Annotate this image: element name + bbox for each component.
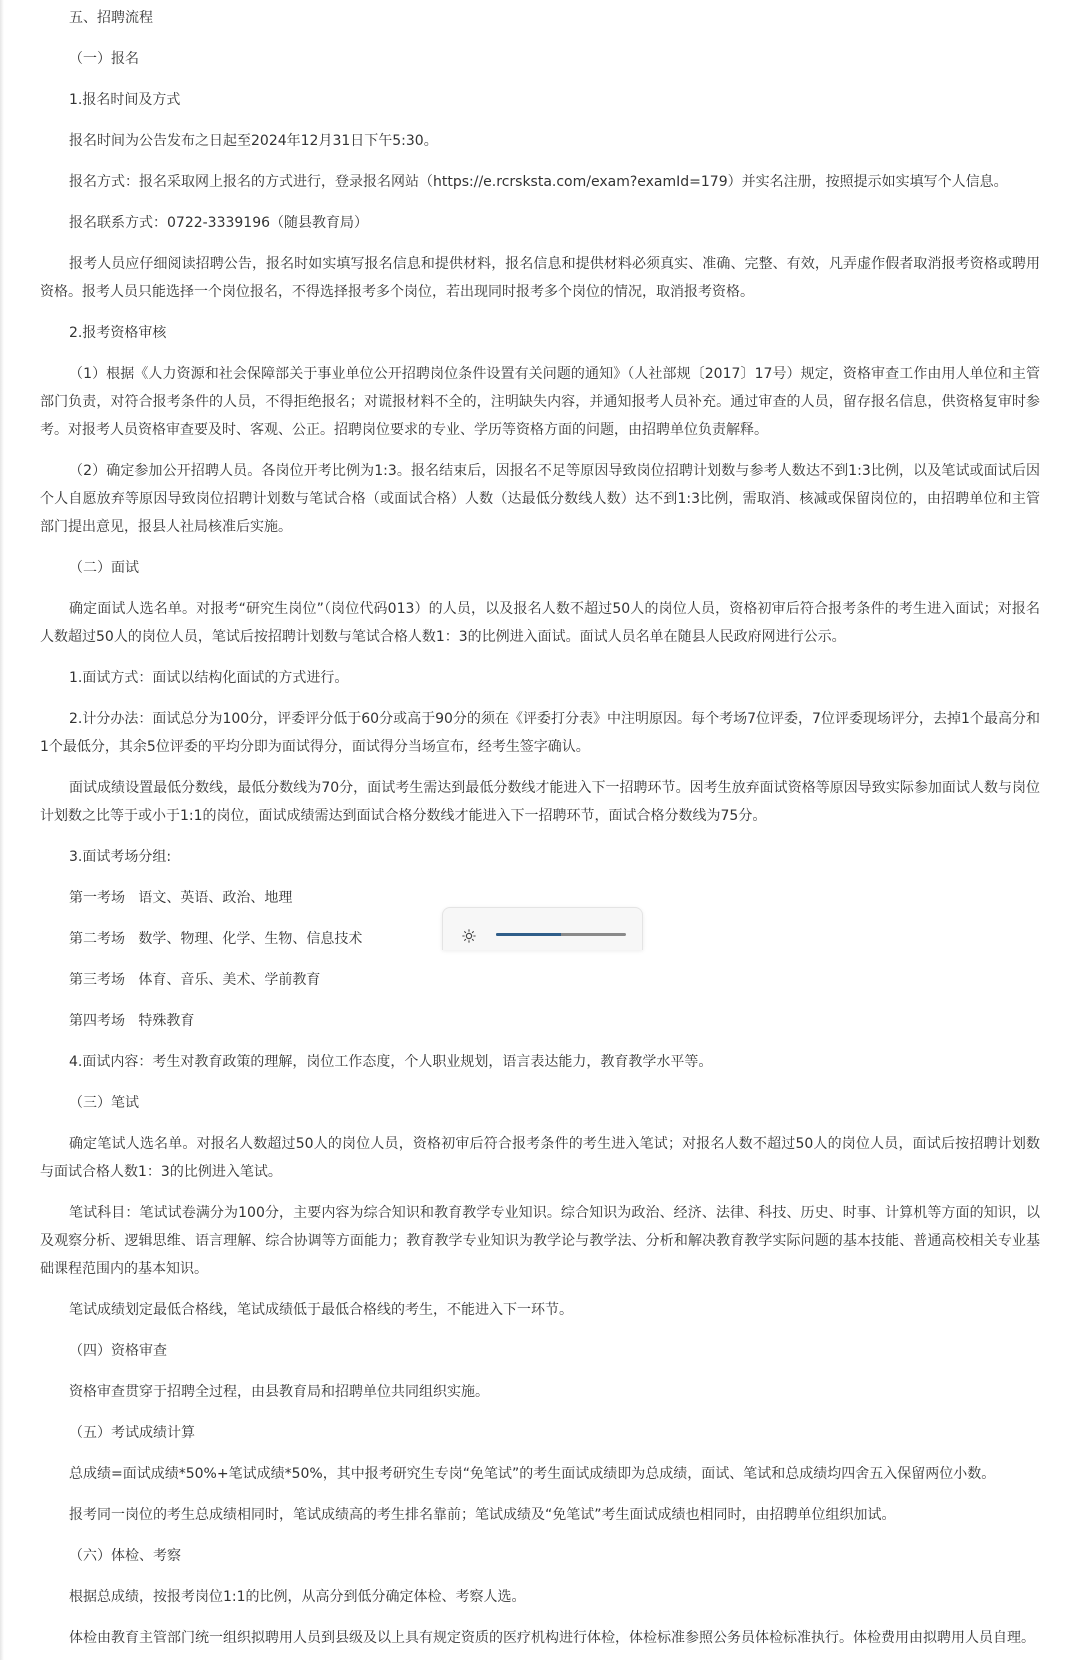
subsection-heading: （五）考试成绩计算: [69, 1425, 195, 1441]
brightness-flyout: [442, 907, 643, 950]
paragraph: 确定笔试人选名单。对报名人数超过50人的岗位人员，资格初审后符合报考条件的考生进入笔试；对报名人数不超过50人的岗位人员，面试后按招聘计划数与面试合格人数1：3的比例进入笔试。: [40, 1136, 1040, 1180]
paragraph: 面试成绩设置最低分数线，最低分数线为70分，面试考生需达到最低分数线才能进入下一招聘环节。因考生放弃面试资格等原因导致实际参加面试人数与岗位计划数之比等于或小于1:1的岗位，面试成绩需达到面试合格分数线才能进入下一招聘环节，面试合格分数线为75分。: [40, 780, 1040, 824]
brightness-slider[interactable]: [496, 933, 626, 936]
item-heading: 3.面试考场分组:: [69, 849, 172, 865]
exam-room-group: 第二考场 数学、物理、化学、生物、信息技术: [69, 931, 363, 947]
subsection-heading: （二）面试: [69, 560, 139, 576]
exam-room-group: 第三考场 体育、音乐、美术、学前教育: [69, 972, 321, 988]
item-heading: 2.报考资格审核: [69, 325, 167, 341]
paragraph: 报名联系方式：0722-3339196（随县教育局）: [69, 215, 369, 231]
paragraph: 报名时间为公告发布之日起至2024年12月31日下午5:30。: [69, 133, 438, 149]
paragraph: 报考人员应仔细阅读招聘公告，报名时如实填写报名信息和提供材料，报名信息和提供材料必须真实、准确、完整、有效，凡弄虚作假者取消报考资格或聘用资格。报考人员只能选择一个岗位报名，不得选择报考多个岗位，若出现同时报考多个岗位的情况，取消报考资格。: [40, 256, 1040, 300]
exam-room-group: 第一考场 语文、英语、政治、地理: [69, 890, 293, 906]
exam-room-group: 第四考场 特殊教育: [69, 1013, 195, 1029]
paragraph: 根据总成绩，按报考岗位1:1的比例，从高分到低分确定体检、考察人选。: [69, 1589, 526, 1605]
paragraph: 2.计分办法：面试总分为100分，评委评分低于60分或高于90分的须在《评委打分表》中注明原因。每个考场7位评委，7位评委现场评分，去掉1个最高分和1个最低分，其余5位评委的平均分即为面试得分，面试得分当场宣布，经考生签字确认。: [40, 711, 1040, 755]
paragraph: 笔试成绩划定最低合格线，笔试成绩低于最低合格线的考生，不能进入下一环节。: [69, 1302, 573, 1318]
section-heading: 五、招聘流程: [69, 10, 153, 26]
paragraph: 报名方式：报名采取网上报名的方式进行，登录报名网站（https://e.rcrsksta.com/exam?examId=179）并实名注册，按照提示如实填写个人信息。: [69, 174, 1008, 190]
article-body: [40, 4, 1040, 1665]
paragraph: 报考同一岗位的考生总成绩相同时，笔试成绩高的考生排名靠前；笔试成绩及“免笔试”考生面试成绩也相同时，由招聘单位组织加试。: [69, 1507, 896, 1523]
brightness-slider-fill: [496, 933, 561, 936]
paragraph: 总成绩=面试成绩*50%+笔试成绩*50%，其中报考研究生专岗“免笔试”的考生面试成绩即为总成绩，面试、笔试和总成绩均四舍五入保留两位小数。: [69, 1466, 996, 1482]
paragraph: （2）确定参加公开招聘人员。各岗位开考比例为1:3。报名结束后，因报名不足等原因导致岗位招聘计划数与参考人数达不到1:3比例，以及笔试或面试后因个人自愿放弃等原因导致岗位招聘计划数与笔试合格（或面试合格）人数（达最低分数线人数）达不到1:3比例，需取消、核减或保留岗位的，由招聘单位和主管部门提出意见，报县人社局核准后实施。: [40, 463, 1040, 535]
paragraph: 资格审查贯穿于招聘全过程，由县教育局和招聘单位共同组织实施。: [69, 1384, 489, 1400]
paragraph: （1）根据《人力资源和社会保障部关于事业单位公开招聘岗位条件设置有关问题的通知》（人社部规〔2017〕17号）规定，资格审查工作由用人单位和主管部门负责，对符合报考条件的人员，不得拒绝报名；对谎报材料不全的，注明缺失内容，并通知报考人员补充。通过审查的人员，留存报名信息，供资格复审时参考。对报考人员资格审查要及时、客观、公正。招聘岗位要求的专业、学历等资格方面的问题，由招聘单位负责解释。: [40, 366, 1040, 438]
paragraph: 确定面试人选名单。对报考“研究生岗位”（岗位代码013）的人员，以及报名人数不超过50人的岗位人员，资格初审后符合报考条件的考生进入面试；对报名人数超过50人的岗位人员，笔试后按招聘计划数与笔试合格人数1：3的比例进入面试。面试人员名单在随县人民政府网进行公示。: [40, 601, 1040, 645]
subsection-heading: （一）报名: [69, 51, 139, 67]
item-heading: 1.报名时间及方式: [69, 92, 181, 108]
sun-icon: [462, 928, 476, 942]
paragraph: 笔试科目：笔试试卷满分为100分，主要内容为综合知识和教育教学专业知识。综合知识为政治、经济、法律、科技、历史、时事、计算机等方面的知识，以及观察分析、逻辑思维、语言理解、综合协调等方面能力；教育教学专业知识为教学论与教学法、分析和解决教育教学实际问题的基本技能、普通高校相关专业基础课程范围内的基本知识。: [40, 1205, 1040, 1277]
subsection-heading: （六）体检、考察: [69, 1548, 181, 1564]
paragraph: 4.面试内容：考生对教育政策的理解，岗位工作态度，个人职业规划，语言表达能力，教育教学水平等。: [69, 1054, 713, 1070]
paragraph: 1.面试方式：面试以结构化面试的方式进行。: [69, 670, 349, 686]
paragraph: 体检由教育主管部门统一组织拟聘用人员到县级及以上具有规定资质的医疗机构进行体检，体检标准参照公务员体检标准执行。体检费用由拟聘用人员自理。: [69, 1630, 1035, 1646]
subsection-heading: （四）资格审查: [69, 1343, 167, 1359]
subsection-heading: （三）笔试: [69, 1095, 139, 1111]
